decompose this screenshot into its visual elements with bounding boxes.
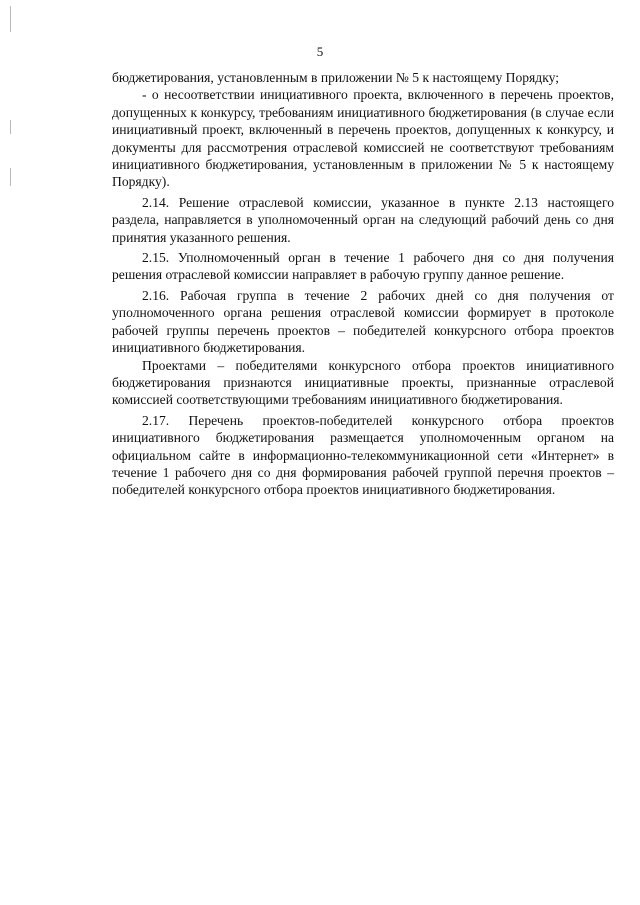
paragraph-2-14: 2.14. Решение отраслевой комиссии, указанное в пункте 2.13 настоящего раздела, направляется в уполномоченный орган на следующий рабочий день со дня принятия указанного решения. [112, 194, 614, 245]
paragraph-2-16: 2.16. Рабочая группа в течение 2 рабочих дней со дня получения от уполномоченного органа решения отраслевой комиссии формирует в протоколе рабочей группы перечень проектов – победителей конкурсного отбора проектов инициативного бюджетирования. [112, 287, 614, 356]
paragraph-continuation: бюджетирования, установленным в приложении № 5 к настоящему Порядку; [112, 70, 560, 85]
page-number: 5 [316, 44, 324, 59]
scan-edge-mark [10, 168, 11, 186]
document-body [112, 69, 614, 499]
scan-edge-mark [10, 6, 11, 32]
paragraph-winners-definition: Проектами – победителями конкурсного отбора проектов инициативного бюджетирования признаются инициативные проекты, признанные отраслевой комиссией соответствующими требованиям инициативного бюджетирования. [112, 357, 614, 408]
paragraph-bullet-nonconformity: - о несоответствии инициативного проекта, включенного в перечень проектов, допущенных к конкурсу, требованиям инициативного бюджетирования (в случае если инициативный проект, включенный в перечень проектов, допущенных к конкурсу, и документы для рассмотрения отраслевой комиссией не соответствуют требованиям инициативного бюджетирования, установленным в приложении № 5 к настоящему Порядку). [112, 87, 614, 190]
paragraph-2-15: 2.15. Уполномоченный орган в течение 1 рабочего дня со дня получения решения отраслевой комиссии направляет в рабочую группу данное решение. [112, 250, 614, 283]
paragraph-2-17: 2.17. Перечень проектов-победителей конкурсного отбора проектов инициативного бюджетирования размещается уполномоченным органом на официальном сайте в информационно-телекоммуникационной сети «Интернет» в течение 1 рабочего дня со дня формирования рабочей группой перечня проектов – победителей конкурсного отбора проектов инициативного бюджетирования. [112, 412, 614, 498]
scan-edge-mark [10, 120, 11, 134]
